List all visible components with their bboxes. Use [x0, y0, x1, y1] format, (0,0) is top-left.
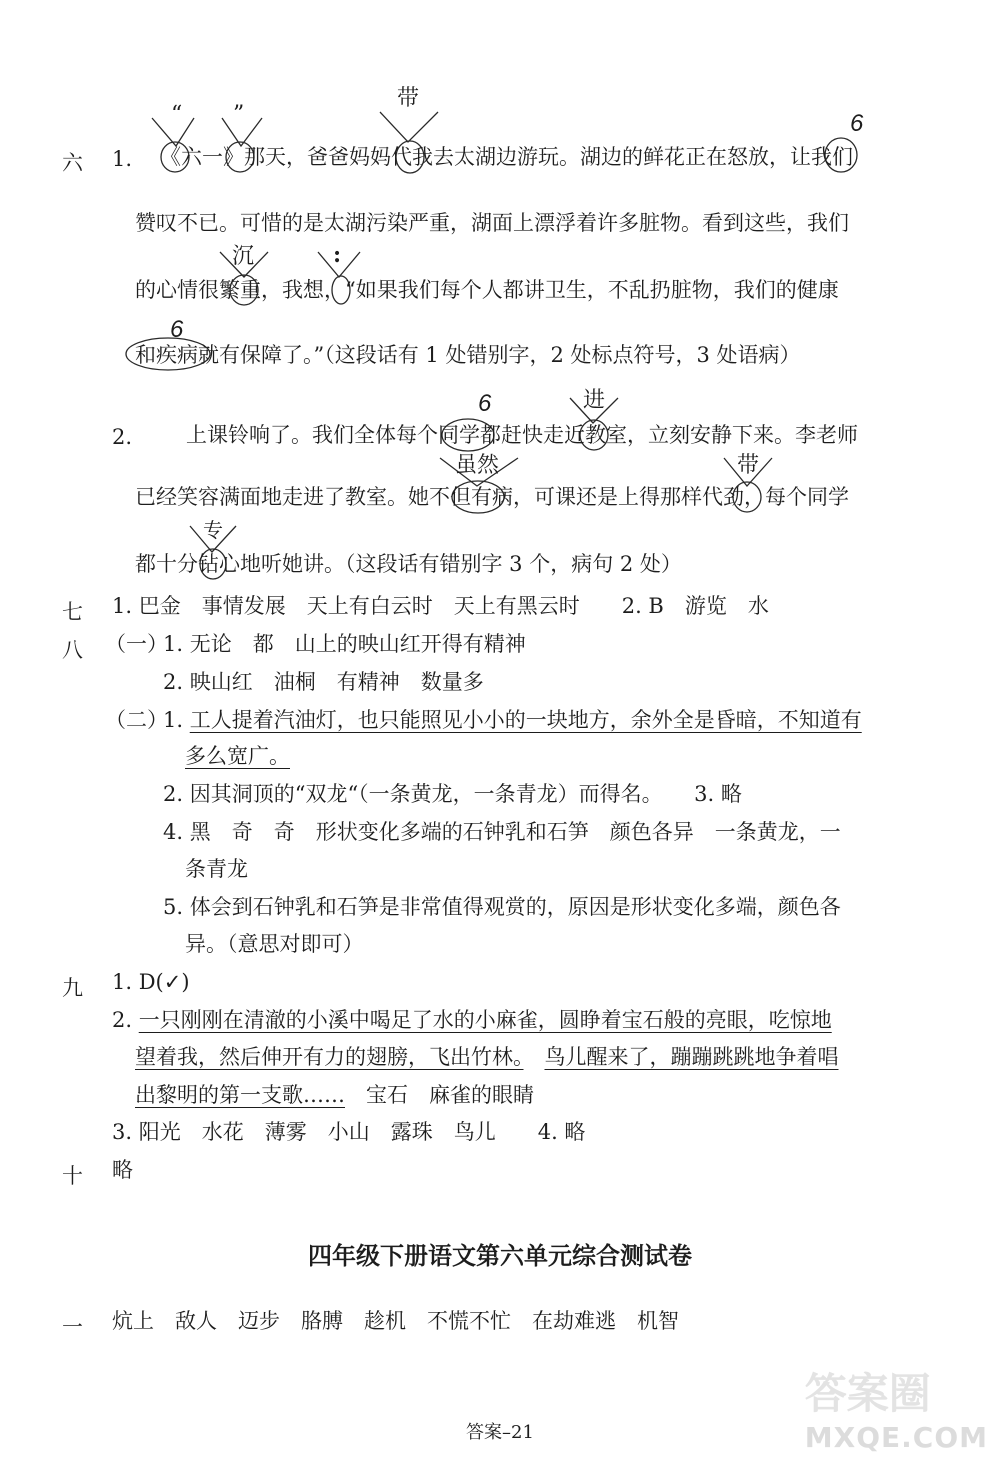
section-9-label: 九 [62, 976, 83, 1000]
s9-line-1: 1. D(✓) [112, 970, 190, 994]
section-10-answer: 略 [112, 1158, 133, 1182]
s8-p2-line-3: 2. 因其洞顶的“双龙“（一条黄龙，一条青龙）而得名。 3. 略 [163, 782, 742, 806]
s8-p2-line-5: 条青龙 [185, 857, 248, 881]
s8-p2-line-4: 4. 黑 奇 奇 形状变化多端的石钟乳和石笋 颜色各异 一条黄龙，一 [163, 820, 841, 844]
s8-part-1-num: （一） [105, 632, 168, 656]
section-8-label: 八 [62, 638, 83, 662]
watermark-logo: 答案圈 MXQE.COM [804, 1369, 988, 1454]
mark-dai-2: 带 [737, 453, 760, 478]
s8-p1-line-1: 1. 无论 都 山上的映山红开得有精神 [163, 632, 526, 656]
q1-line-1: 《六一》那天，爸爸妈妈代我去太湖边游玩。湖边的鲜花正在怒放，让我们 [160, 145, 853, 169]
mark-dai: 带 [397, 86, 420, 111]
q1-line-3: 的心情很繁重，我想，“如果我们每个人都讲卫生，不乱扔脏物，我们的健康 [135, 278, 839, 302]
mark-chen: 沉 [232, 244, 255, 269]
mark-suiran: 虽然 [455, 453, 500, 478]
caret-mark [380, 112, 438, 142]
s9-line-5: 3. 阳光 水花 薄雾 小山 露珠 鸟儿 4. 略 [112, 1120, 586, 1144]
s9-line-4: 出黎明的第一支歌…… 宝石 麻雀的眼睛 [135, 1083, 534, 1107]
mark-colon: : [333, 242, 342, 268]
section-7-label: 七 [62, 600, 83, 624]
page-footer: 答案–21 [466, 1422, 534, 1443]
q1-number: 1. [112, 147, 133, 171]
q2-line-3: 都十分钻心地听她讲。（这段话有错别字 3 个，病句 2 处） [135, 552, 682, 576]
q2-number: 2. [112, 425, 133, 449]
section-1-answer: 炕上 敌人 迈步 胳膊 趁机 不慌不忙 在劫难逃 机智 [112, 1309, 679, 1333]
section-6-label: 六 [62, 151, 83, 175]
s8-part-2-num: （二） [105, 708, 168, 732]
section-1-label: 一 [62, 1315, 83, 1339]
s8-p2-line-1: 1. 工人提着汽油灯，也只能照见小小的一块地方，余外全是昏暗，不知道有 [163, 708, 862, 732]
s8-p1-line-2: 2. 映山红 油桐 有精神 数量多 [163, 670, 484, 694]
s8-p2-line-6: 5. 体会到石钟乳和石笋是非常值得观赏的，原因是形状变化多端，颜色各 [163, 895, 841, 919]
mark-quote-close: ” [233, 102, 245, 127]
mark-quote-open: “ [171, 102, 183, 127]
mark-zhuan: 专 [203, 518, 223, 542]
test-title: 四年级下册语文第六单元综合测试卷 [308, 1241, 692, 1270]
q2-line-2: 已经笑容满面地走进了教室。她不但有病，可课还是上得那样代劲，每个同学 [135, 485, 849, 509]
q2-line-1: 上课铃响了。我们全体每个同学都赶快走近教室，立刻安静下来。李老师 [186, 423, 858, 447]
section-10-label: 十 [62, 1164, 83, 1188]
q1-line-2: 赞叹不已。可惜的是太湖污染严重，湖面上漂浮着许多脏物。看到这些，我们 [135, 211, 849, 235]
s9-line-3: 望着我，然后伸开有力的翅膀，飞出竹林。 鸟儿醒来了，蹦蹦跳跳地争着唱 [135, 1045, 839, 1069]
q1-line-4: 和疾病就有保障了。”（这段话有 1 处错别字，2 处标点符号，3 处语病） [135, 343, 801, 367]
mark-six-a: 6 [850, 110, 864, 137]
s8-p2-line-7: 异。（意思对即可） [185, 932, 364, 956]
mark-six-b: 6 [170, 316, 184, 343]
s9-line-2: 2. 一只刚刚在清澈的小溪中喝足了水的小麻雀，圆睁着宝石般的亮眼，吃惊地 [112, 1008, 832, 1032]
mark-jin: 进 [583, 388, 606, 413]
section-7-answer: 1. 巴金 事情发展 天上有白云时 天上有黑云时 2. B 游览 水 [112, 594, 769, 618]
s8-p2-line-2: 多么宽广。 [185, 744, 290, 768]
mark-six-c: 6 [478, 390, 492, 417]
